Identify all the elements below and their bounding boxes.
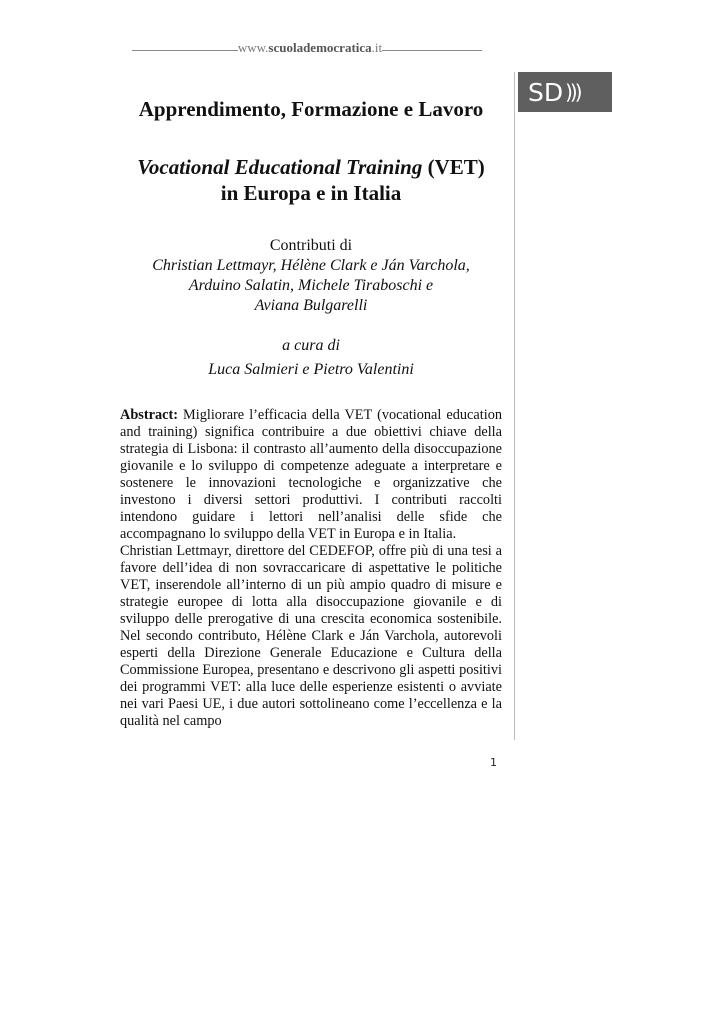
- contributors-list: [120, 256, 502, 316]
- sub-title: [120, 154, 502, 206]
- abstract-paragraph-1-text: Migliorare l’efficacia della VET (vocational education and training) significa contribuire a due obiettivi chiave della strategia di Lisbona: il contrasto all’aumento della disoccupazione giovanile e lo sviluppo di competenze adeguate a interpretare e sostenere le innovazioni tecnologiche e organizzative che investono i diversi settori produttivi. I contributi raccolti intendono guidare i lettori nell’analisi delle sfide che accompagnano lo sviluppo della VET in Europa e in Italia.: [120, 407, 502, 542]
- contributors-line: Arduino Salatin, Michele Tiraboschi e: [188, 277, 434, 294]
- sd-logo: [518, 72, 612, 112]
- sub-title-rest: (VET): [422, 155, 485, 179]
- abstract: [120, 407, 502, 730]
- contributors-label: Contributi di: [269, 237, 353, 254]
- site-header: [120, 40, 494, 56]
- page-content: [120, 96, 502, 730]
- sub-title-line2: in Europa e in Italia: [220, 181, 402, 205]
- header-url-suffix: .it: [371, 40, 383, 55]
- editors-label: a cura di: [282, 337, 340, 354]
- header-rule-left: [132, 50, 238, 51]
- vertical-divider: [514, 72, 515, 740]
- abstract-paragraph-2: Christian Lettmayr, direttore del CEDEFOP, offre più di una tesi a favore dell’idea di non sovraccaricare di aspettative le politiche VET, inserendole all’interno di un più ampio quadro di misure e strategie europee di lotta alla disoccupazione giovanile e di sviluppo delle prerogative di una crescita economica sostenibile. Nel secondo contributo, Hélène Clark e Ján Varchola, autorevoli esperti della Direzione Generale Educazione e Cultura della Commissione Europea, presentano e descrivono gli aspetti positivi dei programmi VET: alla luce delle esperienze esistenti o avviate nei vari Paesi UE, i due autori sottolineano come l’eccellenza e la qualità nel campo: [120, 543, 502, 729]
- header-rule-right: [382, 50, 482, 51]
- abstract-paragraph-1: [120, 407, 502, 543]
- abstract-label: Abstract:: [120, 407, 178, 423]
- page-number: 1: [490, 756, 497, 769]
- header-url-domain: scuolademocratica: [268, 40, 372, 55]
- logo-text: SD: [528, 77, 564, 107]
- contributors-line: Aviana Bulgarelli: [254, 297, 368, 314]
- sub-title-italic: Vocational Educational Training: [137, 155, 423, 179]
- main-title: Apprendimento, Formazione e Lavoro: [138, 97, 484, 121]
- header-url-prefix: www.: [237, 40, 269, 55]
- editors-names: Luca Salmieri e Pietro Valentini: [208, 361, 414, 378]
- sound-waves-icon: ))): [565, 80, 580, 104]
- contributors-line: Christian Lettmayr, Hélène Clark e Ján Varchola,: [152, 257, 470, 274]
